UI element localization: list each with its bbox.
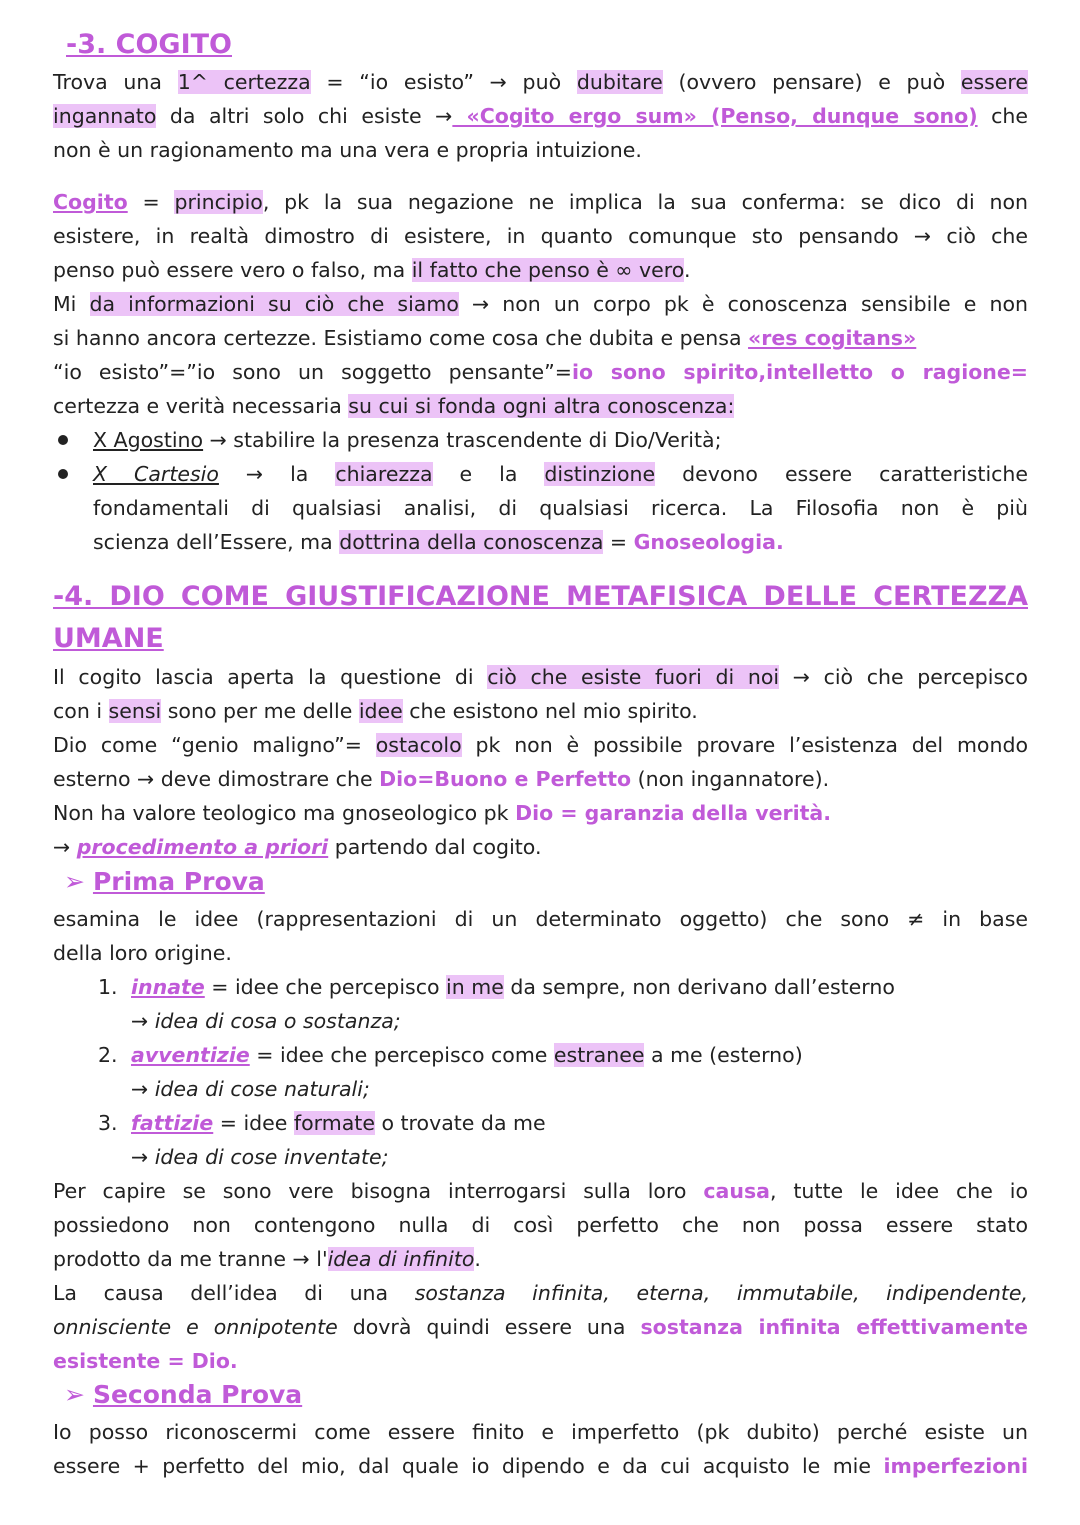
- prova1-god-line3: esistente = Dio.: [53, 1349, 238, 1373]
- seconda-prova-heading: ➢ Seconda Prova: [64, 1378, 302, 1412]
- list-item-avventizie-sub: → idea di cose naturali;: [131, 1077, 370, 1101]
- s4-p1-line6: → procedimento a priori partendo dal cogito.: [53, 835, 542, 859]
- s3-p2-line5: si hanno ancora certezze. Esistiamo come cosa che dubita e pensa «res cogitans»: [53, 326, 917, 350]
- bullet-dot: [58, 469, 68, 479]
- s3-p1-line2: ingannato da altri solo chi esiste → «Cogito ergo sum» (Penso, dunque sono) che: [53, 104, 1028, 128]
- bullet-cartesio-line1: X Cartesio → la chiarezza e la distinzione devono essere caratteristiche: [93, 462, 1029, 486]
- prova1-intro-line1: esamina le idee (rappresentazioni di un determinato oggetto) che sono ≠ in base: [53, 907, 1028, 931]
- list-item-fattizie: fattizie = idee formate o trovate da me: [131, 1111, 546, 1135]
- s3-p2-line7: certezza e verità necessaria su cui si fonda ogni altra conoscenza:: [53, 394, 735, 418]
- section-4-title-line2: UMANE: [53, 623, 164, 654]
- list-item-avventizie: avventizie = idee che percepisco come estranee a me (esterno): [131, 1043, 803, 1067]
- s4-p1-line5: Non ha valore teologico ma gnoseologico pk Dio = garanzia della verità.: [53, 801, 832, 825]
- prova2-line1: Io posso riconoscermi come essere finito e imperfetto (pk dubito) perché esiste un: [53, 1420, 1028, 1444]
- s3-p2-line4: Mi da informazioni su ciò che siamo → non un corpo pk è conoscenza sensibile e non: [53, 292, 1028, 316]
- s3-p2-line6: “io esisto”=”io sono un soggetto pensante”=io sono spirito,intelletto o ragione=: [53, 360, 1028, 384]
- s4-p1-line4: esterno → deve dimostrare che Dio=Buono e Perfetto (non ingannatore).: [53, 767, 830, 791]
- bullet-cartesio-line2: fondamentali di qualsiasi analisi, di qualsiasi ricerca. La Filosofia non è più: [93, 496, 1028, 520]
- prova1-god-line2: onnisciente e onnipotente dovrà quindi essere una sostanza infinita effettivamente: [53, 1315, 1028, 1339]
- bullet-cartesio-line3: scienza dell’Essere, ma dottrina della conoscenza = Gnoseologia.: [93, 530, 784, 554]
- section-3-title: -3. COGITO: [66, 29, 232, 60]
- arrowhead-icon: ➢: [64, 1380, 85, 1409]
- cogito-ergo-sum: «Cogito ergo sum» (Penso, dunque sono): [452, 104, 978, 128]
- prova1-cause-line1: Per capire se sono vere bisogna interrogarsi sulla loro causa, tutte le idee che io: [53, 1179, 1029, 1203]
- s3-p1-line1: Trova una 1^ certezza = “io esisto” → può dubitare (ovvero pensare) e può essere: [53, 70, 1029, 94]
- s4-p1-line3: Dio come “genio maligno”= ostacolo pk non è possibile provare l’esistenza del mondo: [53, 733, 1028, 757]
- s3-p2-line3: penso può essere vero o falso, ma il fatto che penso è ∞ vero.: [53, 258, 691, 282]
- prova1-intro-line2: della loro origine.: [53, 941, 232, 965]
- s4-p1-line2: con i sensi sono per me delle idee che esistono nel mio spirito.: [53, 699, 698, 723]
- list-item-fattizie-sub: → idea di cose inventate;: [131, 1145, 389, 1169]
- list-item-innate-sub: → idea di cosa o sostanza;: [131, 1009, 401, 1033]
- s4-p1-line1: Il cogito lascia aperta la questione di ciò che esiste fuori di noi → ciò che percepisco: [53, 665, 1028, 689]
- prova1-cause-line2: possiedono non contengono nulla di così perfetto che non possa essere stato: [53, 1213, 1028, 1237]
- prima-prova-heading: ➢ Prima Prova: [64, 865, 265, 899]
- prova1-cause-line3: prodotto da me tranne → l'idea di infinito.: [53, 1247, 481, 1271]
- list-item-innate: innate = idee che percepisco in me da sempre, non derivano dall’esterno: [131, 975, 895, 999]
- prova2-line2: essere + perfetto del mio, dal quale io dipendo e da cui acquisto le mie imperfezioni: [53, 1454, 1028, 1478]
- list-number: 1.: [98, 975, 118, 999]
- s3-p2-line2: esistere, in realtà dimostro di esistere, in quanto comunque sto pensando → ciò che: [53, 224, 1028, 248]
- arrowhead-icon: ➢: [64, 867, 85, 896]
- s3-p1-line3: non è un ragionamento ma una vera e propria intuizione.: [53, 138, 642, 162]
- bullet-agostino: X Agostino → stabilire la presenza trascendente di Dio/Verità;: [93, 428, 722, 452]
- list-number: 3.: [98, 1111, 118, 1135]
- list-number: 2.: [98, 1043, 118, 1067]
- bullet-dot: [58, 435, 68, 445]
- section-4-title-line1: -4. DIO COME GIUSTIFICAZIONE METAFISICA DELLE CERTEZZA: [53, 581, 1028, 612]
- prova1-god-line1: La causa dell’idea di una sostanza infinita, eterna, immutabile, indipendente,: [53, 1281, 1028, 1305]
- s3-p2-line1: Cogito = principio, pk la sua negazione ne implica la sua conferma: se dico di non: [53, 190, 1028, 214]
